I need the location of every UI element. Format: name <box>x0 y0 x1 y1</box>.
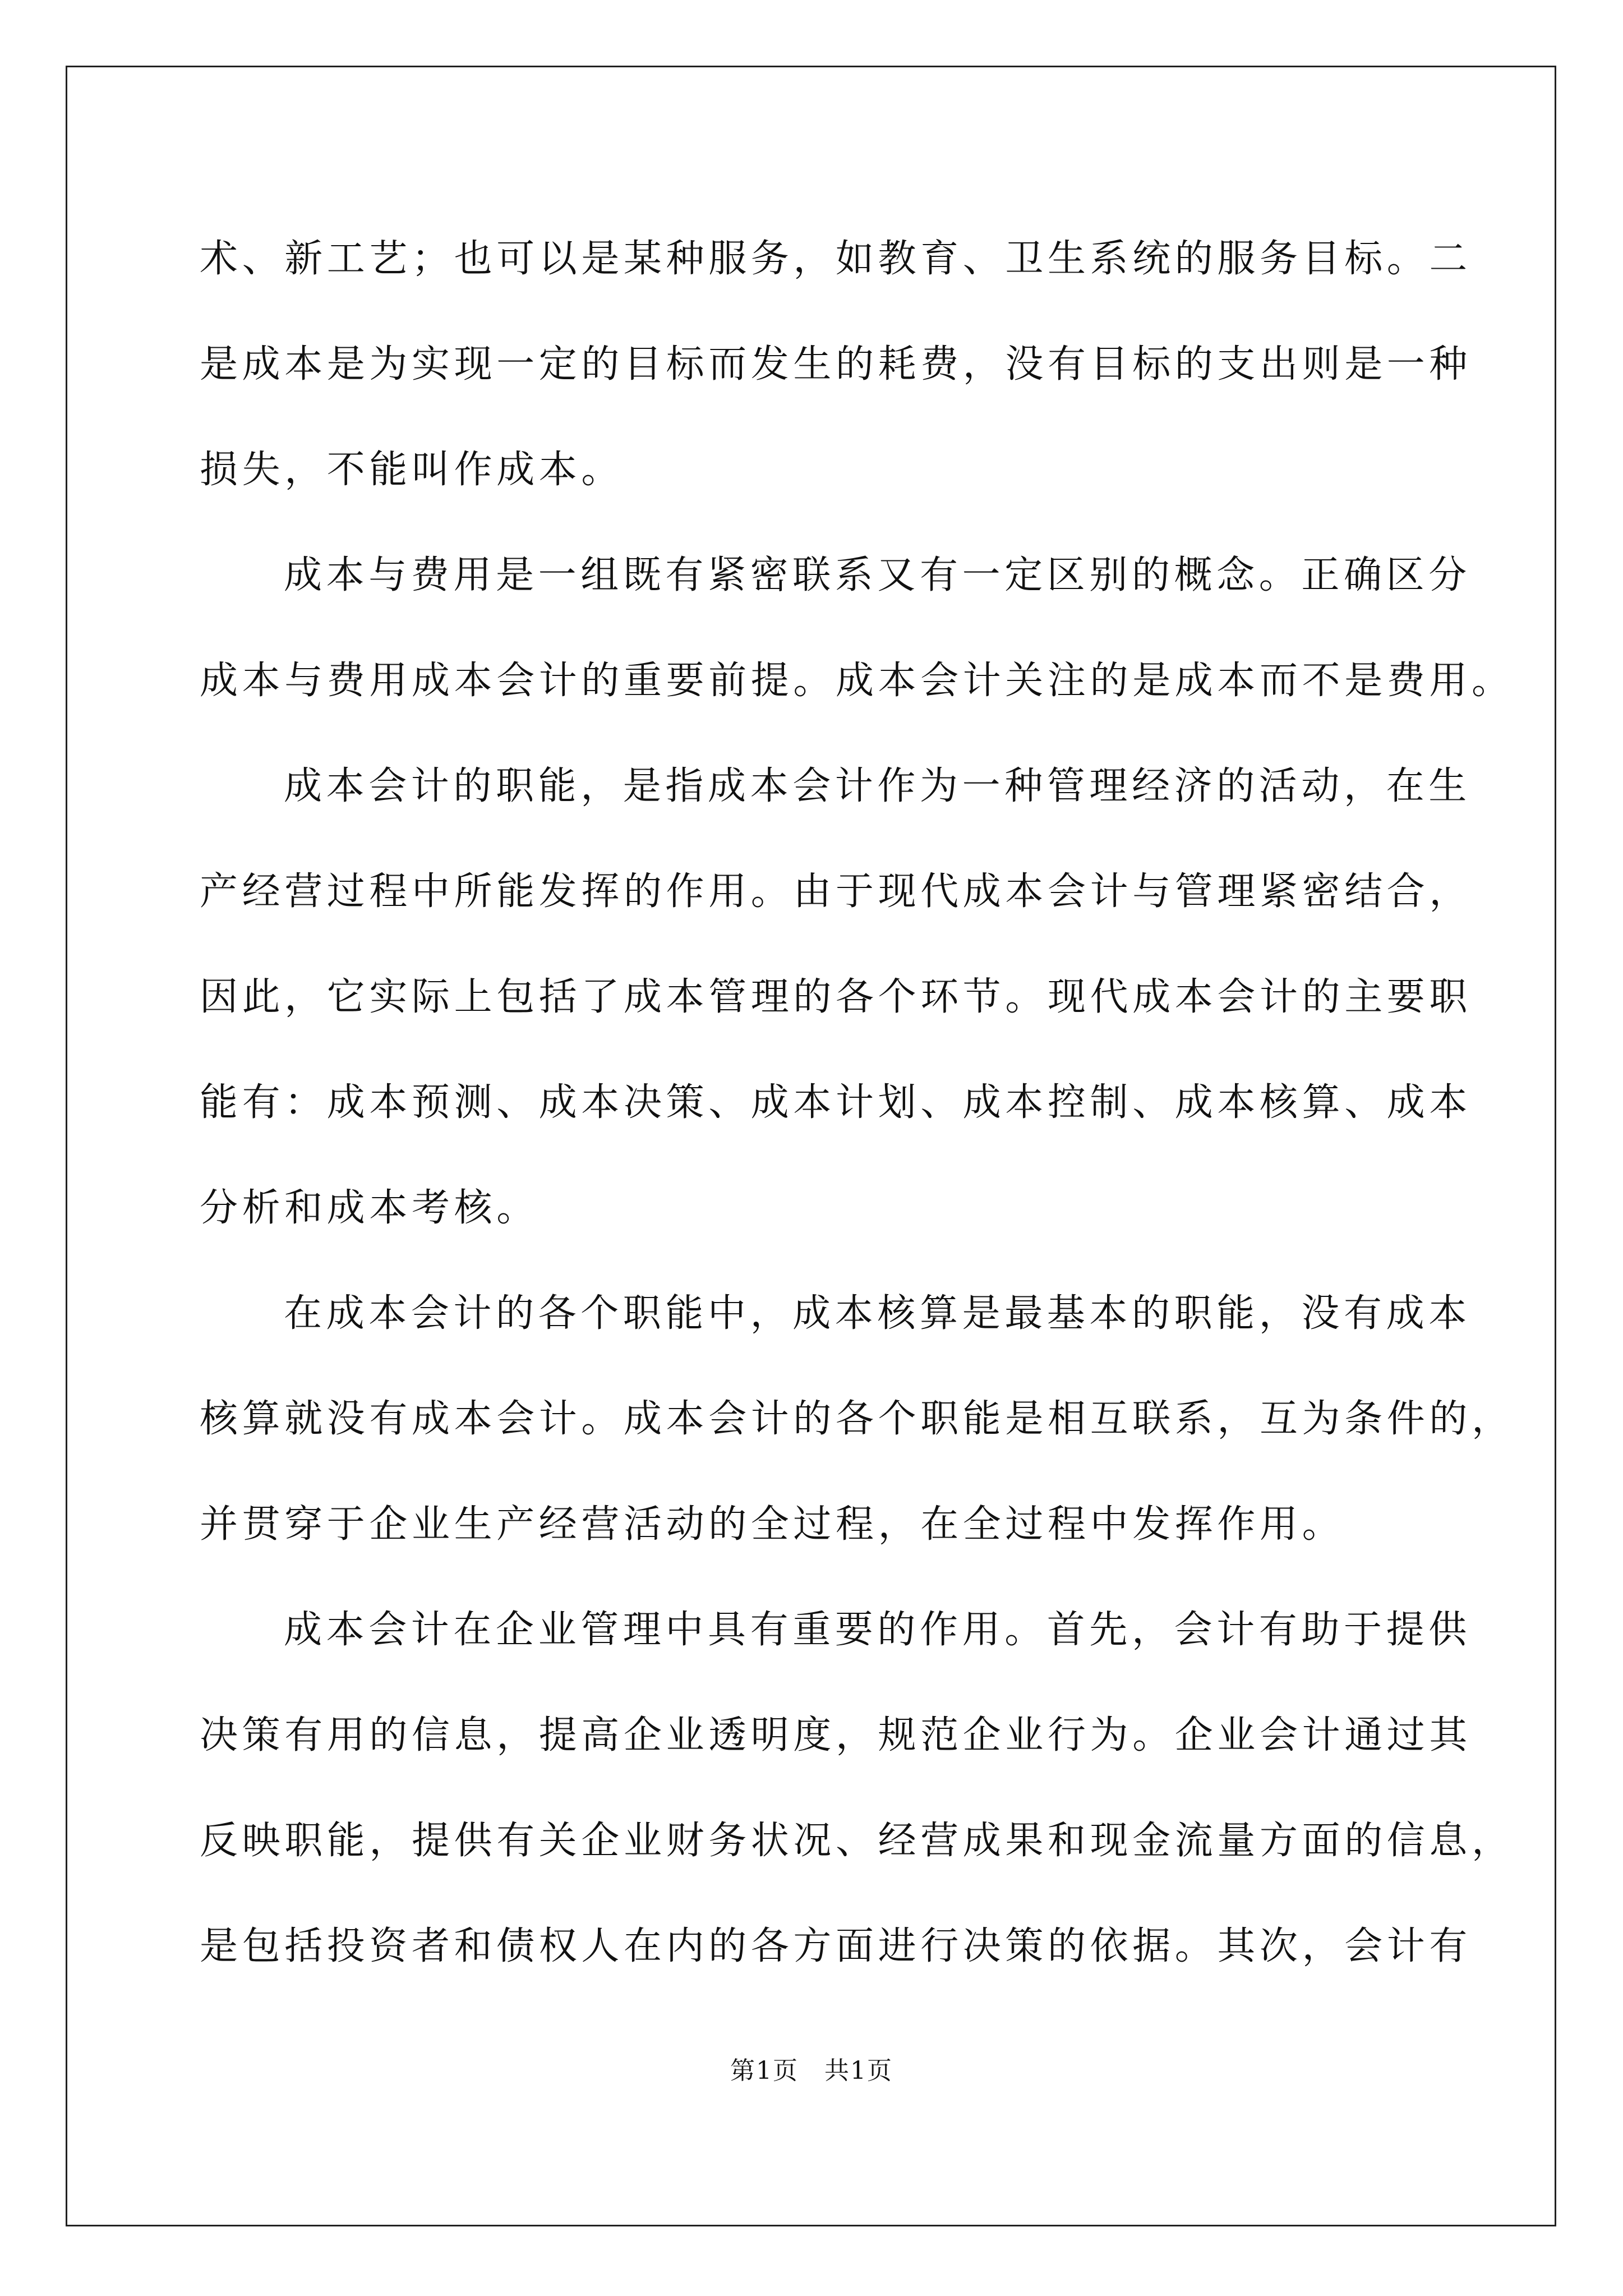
text-line-6: 成本会计的职能，是指成本会计作为一种管理经济的活动，在生 <box>284 764 1471 808</box>
text-line-17: 是包括投资者和债权人在内的各方面进行决策的依据。其次，会计有 <box>200 1924 1472 1968</box>
text-line-9: 能有：成本预测、成本决策、成本计划、成本控制、成本核算、成本 <box>200 1080 1472 1125</box>
text-line-2: 是成本是为实现一定的目标而发生的耗费，没有目标的支出则是一种 <box>200 342 1472 386</box>
page-total: 共1页 <box>824 2056 893 2085</box>
text-line-15: 决策有用的信息，提高企业透明度，规范企业行为。企业会计通过其 <box>200 1713 1472 1757</box>
text-line-11: 在成本会计的各个职能中，成本核算是最基本的职能，没有成本 <box>284 1291 1471 1336</box>
text-line-8: 因此，它实际上包括了成本管理的各个环节。现代成本会计的主要职 <box>200 975 1472 1019</box>
page-footer <box>0 2054 1623 2088</box>
text-line-13: 并贯穿于企业生产经营活动的全过程，在全过程中发挥作用。 <box>200 1502 1345 1547</box>
text-line-4: 成本与费用是一组既有紧密联系又有一定区别的概念。正确区分 <box>284 553 1471 597</box>
text-line-3: 损失，不能叫作成本。 <box>200 448 624 492</box>
text-line-5: 成本与费用成本会计的重要前提。成本会计关注的是成本而不是费用。 <box>200 659 1514 703</box>
text-line-1: 术、新工艺；也可以是某种服务，如教育、卫生系统的服务目标。二 <box>200 237 1472 281</box>
text-line-10: 分析和成本考核。 <box>200 1186 539 1230</box>
page-number: 第1页 <box>730 2056 799 2085</box>
text-line-12: 核算就没有成本会计。成本会计的各个职能是相互联系，互为条件的， <box>200 1397 1514 1441</box>
text-line-14: 成本会计在企业管理中具有重要的作用。首先，会计有助于提供 <box>284 1608 1471 1652</box>
text-line-16: 反映职能，提供有关企业财务状况、经营成果和现金流量方面的信息， <box>200 1819 1514 1863</box>
document-body <box>200 206 1514 1999</box>
text-line-7: 产经营过程中所能发挥的作用。由于现代成本会计与管理紧密结合， <box>200 869 1472 914</box>
